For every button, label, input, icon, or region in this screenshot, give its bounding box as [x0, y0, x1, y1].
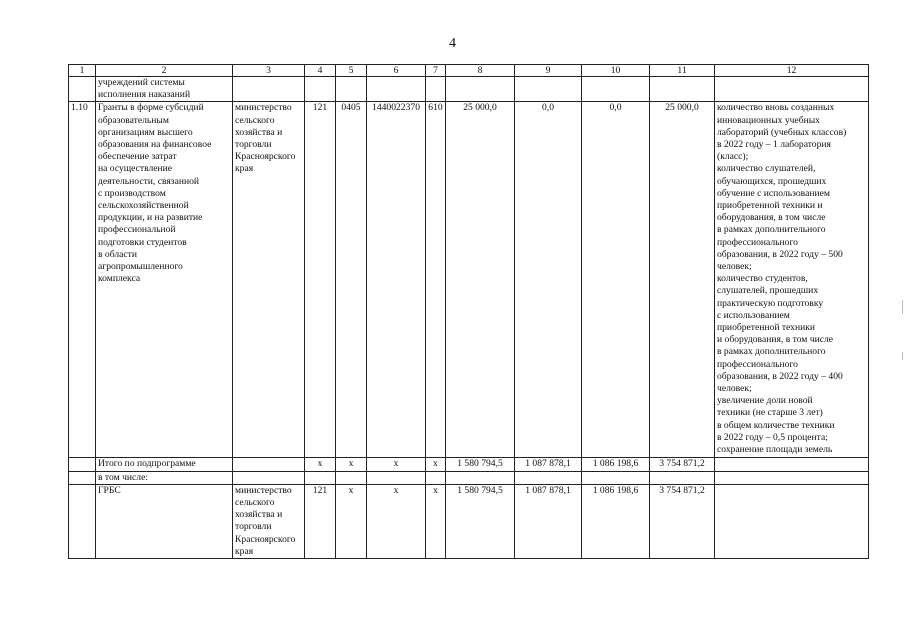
code-rzpr: x	[336, 458, 367, 471]
header-row	[69, 65, 869, 77]
code-rzpr: x	[336, 484, 367, 558]
amount-total: 25 000,0	[650, 102, 715, 458]
grbs-row	[69, 484, 869, 558]
header-cell: 1	[69, 65, 96, 77]
amount-2022: 25 000,0	[446, 102, 515, 458]
header-cell: 6	[367, 65, 426, 77]
header-cell: 2	[96, 65, 233, 77]
row-name: в том числе:	[96, 471, 233, 484]
amount-2022: 1 580 794,5	[446, 484, 515, 558]
code-grbs: x	[305, 458, 336, 471]
code-csr: 1440022370	[367, 102, 426, 458]
row-name: ГРБС	[96, 484, 233, 558]
code-vr: x	[426, 484, 446, 558]
amount-total: 3 754 871,2	[650, 458, 715, 471]
header-cell: 10	[582, 65, 650, 77]
amount-2023: 1 087 878,1	[515, 484, 582, 558]
row-name: учреждений системы исполнения наказаний	[96, 77, 233, 102]
row-name: Итого по подпрограмме	[96, 458, 233, 471]
header-cell: 5	[336, 65, 367, 77]
code-grbs: 121	[305, 102, 336, 458]
grbs-name: министерство сельского хозяйства и торговли Красноярского края	[233, 102, 305, 458]
amount-2023: 1 087 878,1	[515, 458, 582, 471]
amount-total: 3 754 871,2	[650, 484, 715, 558]
header-cell: 9	[515, 65, 582, 77]
code-vr: 610	[426, 102, 446, 458]
including-row	[69, 471, 869, 484]
grbs-name: министерство сельского хозяйства и торговли Красноярского края	[233, 484, 305, 558]
header-cell: 4	[305, 65, 336, 77]
continuation-row	[69, 77, 869, 102]
amount-2022: 1 580 794,5	[446, 458, 515, 471]
header-cell: 7	[426, 65, 446, 77]
code-csr: x	[367, 484, 426, 558]
row-1-10	[69, 102, 869, 458]
code-vr: x	[426, 458, 446, 471]
amount-2024: 1 086 198,6	[582, 458, 650, 471]
row-name: Гранты в форме субсидий образовательным организациям высшего образования на финансовое обеспечение затрат на осуществление деятельности, связанной с производством сельскохозяйственной продукции, и на развитие профессиональной подготовки студентов в области агропромышленного комплекса	[96, 102, 233, 458]
scan-mark	[902, 352, 903, 360]
page-number: 4	[449, 36, 456, 51]
amount-2024: 1 086 198,6	[582, 484, 650, 558]
amount-2023: 0,0	[515, 102, 582, 458]
header-cell: 12	[715, 65, 869, 77]
header-cell: 8	[446, 65, 515, 77]
code-csr: x	[367, 458, 426, 471]
header-cell: 11	[650, 65, 715, 77]
amount-2024: 0,0	[582, 102, 650, 458]
expected-result: количество вновь созданных инновационных учебных лабораторий (учебных классов) в 2022 году – 1 лаборатория (класс); количество слушателей, обучающихся, прошедших обучение с использованием приобретенной техники и оборудования, в том числе в рамках дополнительного профессионального образования, в 2022 году – 500 человек; количество студентов, слушателей, прошедших практическую подготовку с использованием приобретенной техники и оборудования, в том числе в рамках дополнительного профессионального образования, в 2022 году – 400 человек; увеличение доли новой техники (не старше 3 лет) в общем количестве техники в 2022 году – 0,5 процента; сохранение площади земель	[715, 102, 869, 458]
row-number: 1.10	[69, 102, 96, 458]
code-rzpr: 0405	[336, 102, 367, 458]
header-cell: 3	[233, 65, 305, 77]
scan-mark	[902, 300, 903, 314]
budget-table	[68, 64, 869, 559]
total-row	[69, 458, 869, 471]
code-grbs: 121	[305, 484, 336, 558]
